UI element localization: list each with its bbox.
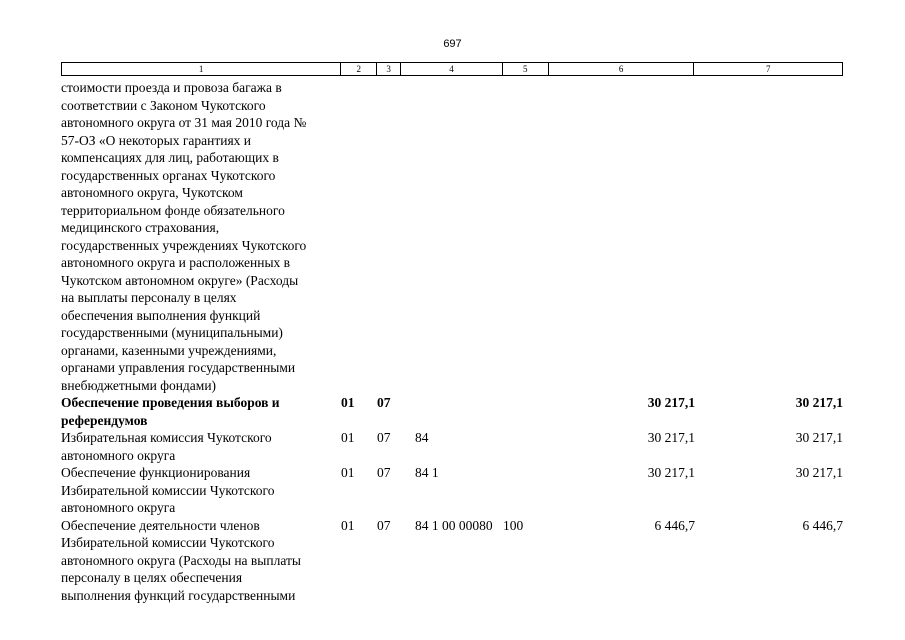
row-cell-c7: 6 446,7 xyxy=(802,517,843,533)
row-cell-c3: 07 xyxy=(377,517,391,533)
description-line: автономного округа и расположенных в xyxy=(61,255,291,270)
description-line: Избирательная комиссия Чукотского xyxy=(61,430,272,445)
row-cell-c3: 07 xyxy=(377,465,391,480)
description-line: Обеспечение функционирования xyxy=(61,465,251,480)
description-line: 57-ОЗ «О некоторых гарантиях и xyxy=(61,132,252,148)
row-cell-c6: 30 217,1 xyxy=(647,430,695,445)
description-line: автономного округа, Чукотском xyxy=(61,185,243,200)
description-line: автономного округа xyxy=(61,447,176,463)
description-line: государственных учреждениях Чукотского xyxy=(61,237,307,253)
row-cell-c2: 01 xyxy=(341,517,355,533)
description-line: Избирательной комиссии Чукотского xyxy=(61,535,275,550)
description-line: органами, казенными учреждениями, xyxy=(61,342,277,358)
row-description xyxy=(61,394,341,429)
description-line: медицинского страхования, xyxy=(61,220,220,235)
description-line: территориальном фонде обязательного xyxy=(61,202,285,218)
header-col-5: 5 xyxy=(503,63,549,75)
description-line: Избирательной комиссии Чукотского xyxy=(61,482,275,498)
row-cell-c5 xyxy=(503,464,549,517)
table-row xyxy=(61,429,843,464)
row-cell-c7: 30 217,1 xyxy=(795,395,843,410)
description-line: внебюджетными фондами) xyxy=(61,377,217,393)
description-line: выполнения функций государственными xyxy=(61,587,296,603)
table-row xyxy=(61,79,843,394)
header-col-4: 4 xyxy=(401,63,503,75)
description-line: персоналу в целях обеспечения xyxy=(61,570,243,585)
row-cell-c6: 6 446,7 xyxy=(654,517,695,533)
description-line: государственных органах Чукотского xyxy=(61,167,276,183)
description-line: автономного округа xyxy=(61,500,176,515)
header-col-2: 2 xyxy=(341,63,377,75)
row-description xyxy=(61,464,341,517)
row-description xyxy=(61,79,341,394)
table-row xyxy=(61,517,843,605)
header-col-1: 1 xyxy=(62,63,341,75)
row-cell-c5 xyxy=(503,394,549,429)
row-cell-c4 xyxy=(401,79,503,394)
row-cell-c6 xyxy=(549,79,695,394)
row-cell-c2: 01 xyxy=(341,465,355,480)
description-line: стоимости проезда и провоза багажа в xyxy=(61,80,282,95)
row-cell-c5: 100 xyxy=(503,517,524,533)
table-row xyxy=(61,394,843,429)
row-cell-c2: 01 xyxy=(341,395,355,410)
row-cell-c3: 07 xyxy=(377,430,391,445)
description-line: обеспечения выполнения функций xyxy=(61,307,261,323)
row-cell-c7: 30 217,1 xyxy=(795,430,843,445)
row-cell-c5 xyxy=(503,79,549,394)
description-line: Чукотском автономном округе» (Расходы xyxy=(61,272,299,288)
row-cell-c4: 84 xyxy=(415,430,429,445)
row-cell-c4 xyxy=(401,394,503,429)
row-description xyxy=(61,429,341,464)
row-description xyxy=(61,517,341,605)
row-cell-c6: 30 217,1 xyxy=(647,395,695,410)
row-cell-c4: 84 1 00 00080 xyxy=(415,517,493,533)
row-cell-c7 xyxy=(695,79,843,394)
description-line: автономного округа (Расходы на выплаты xyxy=(61,552,301,568)
header-col-6: 6 xyxy=(549,63,695,75)
row-cell-c6: 30 217,1 xyxy=(647,465,695,480)
description-line: компенсациях для лиц, работающих в xyxy=(61,150,279,165)
description-line: соответствии с Законом Чукотского xyxy=(61,97,266,113)
row-cell-c3: 07 xyxy=(377,395,391,410)
description-line: Обеспечение деятельности членов xyxy=(61,517,260,533)
table-header xyxy=(61,62,843,76)
header-col-3: 3 xyxy=(377,63,401,75)
row-cell-c2: 01 xyxy=(341,430,355,445)
description-line: Обеспечение проведения выборов и xyxy=(61,395,280,410)
row-cell-c5 xyxy=(503,429,549,464)
row-cell-c2 xyxy=(341,79,377,394)
row-cell-c4: 84 1 xyxy=(415,465,439,480)
table-body xyxy=(61,79,843,604)
description-line: автономного округа от 31 мая 2010 года № xyxy=(61,115,307,130)
description-line: государственными (муниципальными) xyxy=(61,325,283,340)
description-line: на выплаты персоналу в целях xyxy=(61,290,237,305)
table-row xyxy=(61,464,843,517)
description-line: органами управления государственными xyxy=(61,360,296,375)
row-cell-c7: 30 217,1 xyxy=(795,465,843,480)
row-cell-c3 xyxy=(377,79,401,394)
page-number: 697 xyxy=(443,38,462,50)
header-col-7: 7 xyxy=(765,64,771,74)
description-line: референдумов xyxy=(61,412,148,428)
